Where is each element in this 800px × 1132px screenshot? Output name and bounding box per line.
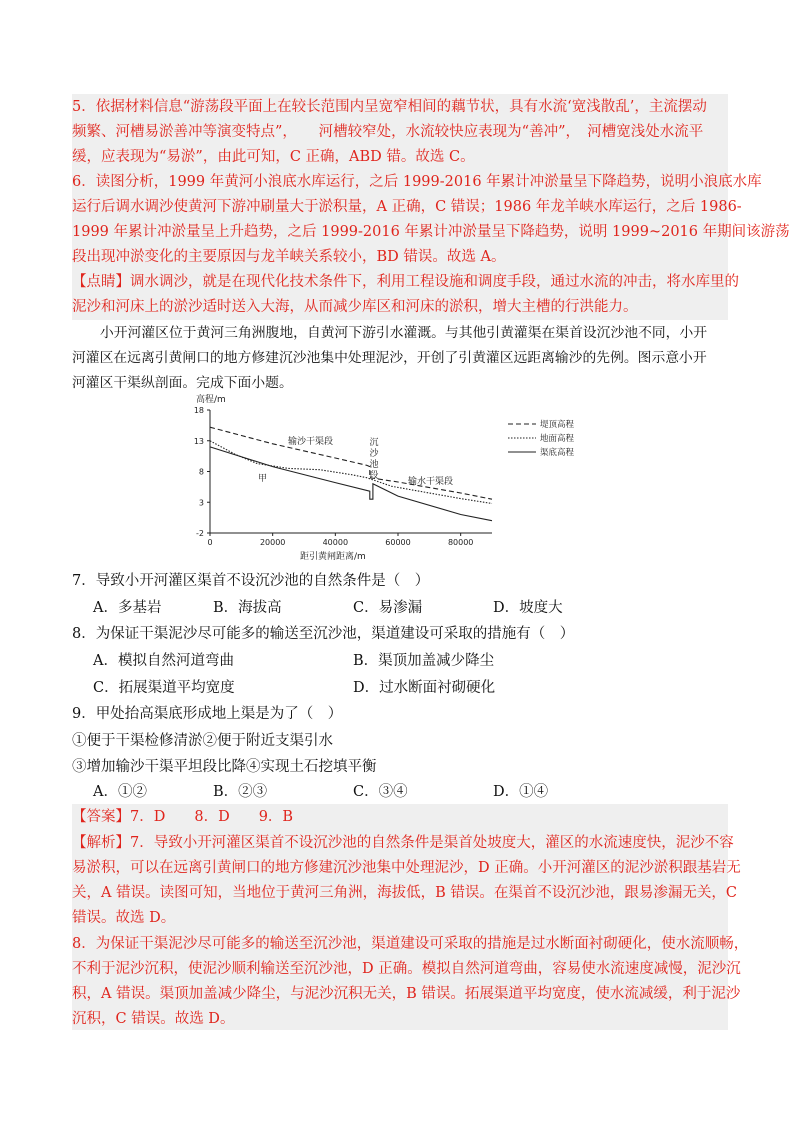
tip-line: 泥沙和河床上的淤沙适时送入大海，从而减少库区和河床的淤积，增大主槽的行洪能力。: [72, 299, 638, 315]
q7-explanation-line: 【解析】7．导致小开河灌区渠首不设沉沙池的自然条件是渠首处坡度大，灌区的水流速度快，泥沙不容: [72, 835, 734, 851]
tip-line: 【点睛】调水调沙，就是在现代化技术条件下，利用工程设施和调度手段，通过水流的冲击，将水库里的: [72, 274, 739, 290]
x-tick-label: 80000: [447, 538, 474, 547]
q9-option-c[interactable]: C．③④: [353, 784, 408, 800]
legend-label: 渠底高程: [540, 448, 575, 458]
q5-analysis-line: 缓，应表现为“易淤”，由此可知，C 正确，ABD 错。故选 C。: [72, 149, 475, 165]
x-tick-label: 60000: [385, 538, 411, 547]
q9-stem: 9．甲处抬高渠底形成地上渠是为了（ ）: [72, 706, 343, 722]
annotation-basin-char: 沉: [369, 438, 379, 448]
annotation-basin-char: 段: [369, 471, 379, 481]
y-tick-label: 3: [198, 498, 204, 508]
q8-explanation-line: 不利于泥沙沉积，使泥沙顺利输送至沉沙池，D 正确。模拟自然河道弯曲，容易使水流速度减慢，泥沙沉: [72, 961, 741, 977]
q8-explanation-line: 沉积，C 错误。故选 D。: [72, 1011, 235, 1027]
q7-option-b[interactable]: B．海拔高: [213, 600, 282, 616]
q5-analysis-line: 频繁、河槽易淤善冲等演变特点”， 河槽较窄处，水流较快应表现为“善冲”， 河槽宽浅处水流平: [72, 124, 704, 140]
material-line: 小开河灌区位于黄河三角洲腹地，自黄河下游引水灌溉。与其他引黄灌渠在渠首设沉沙池不同，小开: [100, 325, 708, 341]
q7-explanation-line: 关，A 错误。读图可知，当地位于黄河三角洲，海拔低，B 错误。在渠首不设沉沙池，跟易渗漏无关，C: [72, 885, 737, 901]
q8-explanation-line: 积，A 错误。渠顶加盖减少降尘，与泥沙沉积无关，B 错误。拓展渠道平均宽度，使水流减缓，利于泥沙: [72, 986, 741, 1002]
q8-option-d[interactable]: D．过水断面衬砌硬化: [353, 680, 496, 696]
x-axis-label: 距引黄闸距离/m: [300, 552, 366, 562]
q7-option-c[interactable]: C．易渗漏: [353, 600, 423, 616]
y-axis-label: 高程/m: [196, 395, 226, 405]
q9-item-line: ①便于干渠检修清淤②便于附近支渠引水: [72, 733, 333, 749]
q6-analysis-line: 段出现冲淤变化的主要原因与龙羊峡关系较小，BD 错误。故选 A。: [72, 249, 506, 265]
y-tick-label: 13: [193, 436, 204, 446]
legend-label: 地面高程: [540, 434, 575, 444]
q7-stem: 7．导致小开河灌区渠首不设沉沙池的自然条件是（ ）: [72, 573, 430, 589]
q6-analysis-line: 6．读图分析，1999 年黄河小浪底水库运行，之后 1999-2016 年累计冲淤量呈下降趋势，说明小浪底水库: [72, 174, 762, 190]
answer-line: 【答案】7．D 8．D 9．B: [72, 809, 294, 825]
q8-option-c[interactable]: C．拓展渠道平均宽度: [93, 680, 235, 696]
annotation-basin-char: 沙: [369, 449, 379, 459]
annotation-lower-segment: 输水干渠段: [408, 477, 454, 487]
x-tick-label: 0: [207, 538, 213, 547]
q9-option-a[interactable]: A．①②: [93, 784, 147, 800]
x-tick-label: 20000: [259, 538, 286, 547]
q7-explanation-line: 易淤积，可以在远离引黄闸口的地方修建沉沙池集中处理泥沙，D 正确。小开河灌区的泥沙淤积跟基岩无: [72, 860, 741, 876]
y-tick-label: -2: [196, 529, 204, 538]
annotation-upper-segment: 输沙干渠段: [288, 437, 334, 447]
q6-analysis-line: 1999 年累计冲淤量呈上升趋势，之后 1999-2016 年累计冲淤量呈下降趋势，说明 1999~2016 年期间该游荡: [72, 224, 790, 240]
x-tick-label: 40000: [322, 538, 349, 547]
series-line-dotted: [210, 441, 492, 504]
q7-explanation-line: 错误。故选 D。: [72, 910, 176, 926]
q7-option-a[interactable]: A．多基岩: [93, 600, 162, 616]
q9-option-d[interactable]: D．①④: [493, 784, 549, 800]
q5-analysis-line: 5．依据材料信息“游荡段平面上在较长范围内呈宽窄相间的藕节状，具有水流‘宽浅散乱’，主流摆动: [72, 99, 707, 115]
q8-stem: 8．为保证干渠泥沙尽可能多的输送至沉沙池，渠道建设可采取的措施有（ ）: [72, 626, 575, 642]
material-line: 河灌区在远离引黄闸口的地方修建沉沙池集中处理泥沙，开创了引黄灌区远距离输沙的先例。图示意小开: [72, 350, 707, 366]
legend-label: 堤顶高程: [540, 420, 575, 430]
annotation-basin-char: 池: [369, 460, 379, 470]
q8-explanation-line: 8．为保证干渠泥沙尽可能多的输送至沉沙池，渠道建设可采取的措施是过水断面衬砌硬化，使水流顺畅，: [72, 936, 749, 952]
canal-profile-chart: [190, 388, 630, 566]
q7-option-d[interactable]: D．坡度大: [493, 600, 563, 616]
y-tick-label: 8: [198, 467, 204, 477]
annotation-point-jia: 甲: [258, 474, 268, 484]
q9-item-line: ③增加输沙干渠平坦段比降④实现土石挖填平衡: [72, 759, 377, 775]
q8-option-a[interactable]: A．模拟自然河道弯曲: [93, 653, 234, 669]
series-line-dashed: [210, 427, 492, 499]
q9-option-b[interactable]: B．②③: [213, 784, 268, 800]
q6-analysis-line: 运行后调水调沙使黄河下游冲刷量大于淤积量，A 正确，C 错误；1986 年龙羊峡水库运行，之后 1986-: [72, 199, 742, 215]
y-tick-label: 18: [193, 406, 204, 415]
material-line: 河灌区干渠纵剖面。完成下面小题。: [72, 375, 293, 391]
q8-option-b[interactable]: B．渠顶加盖减少降尘: [353, 653, 495, 669]
